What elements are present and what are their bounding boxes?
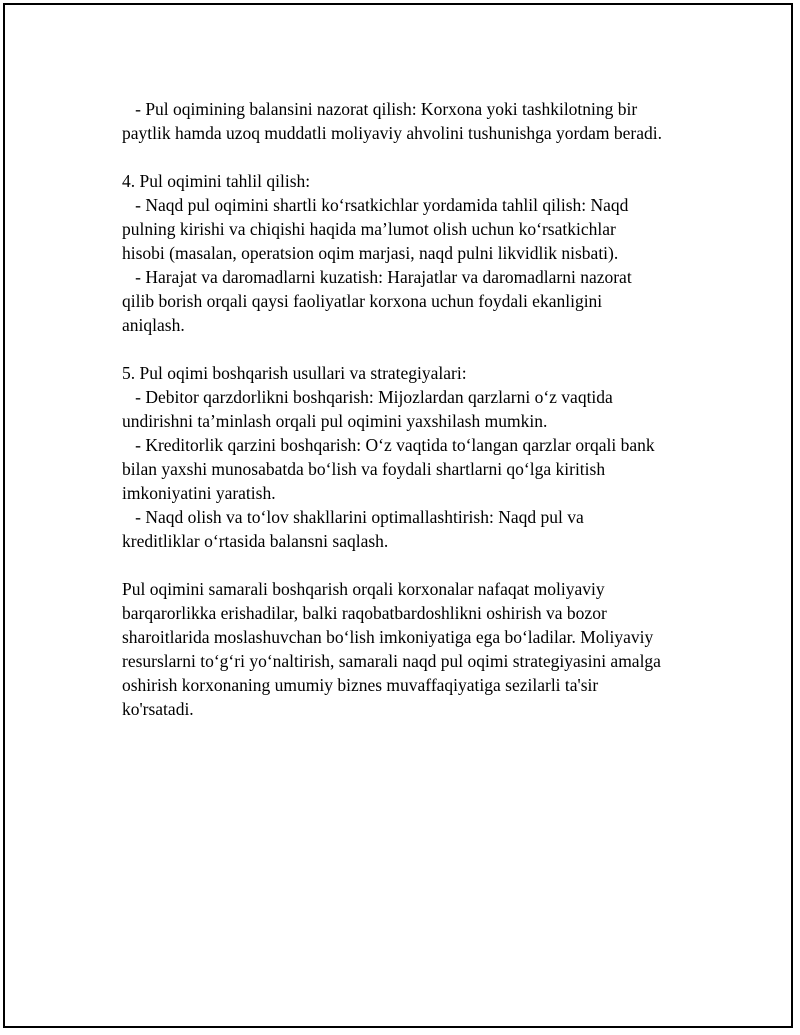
page-frame (3, 3, 793, 1028)
paragraph-spacer (122, 145, 712, 169)
section-5-line: undirishni ta’minlash orqali pul oqimini yaxshilash mumkin. (122, 411, 548, 431)
section-4-line: qilib borish orqali qaysi faoliyatlar korxona uchun foydali ekanligini (122, 291, 603, 311)
conclusion-line: oshirish korxonaning umumiy biznes muvaffaqiyatiga sezilarli ta'sir (122, 675, 599, 695)
section-4-heading: 4. Pul oqimini tahlil qilish: (122, 171, 311, 191)
section-5-line: bilan yaxshi munosabatda bo‘lish va foydali shartlarni qo‘lga kiritish (122, 459, 606, 479)
section-4-line: pulning kirishi va chiqishi haqida ma’lumot olish uchun ko‘rsatkichlar (122, 219, 616, 239)
section-5-line: kreditliklar o‘rtasida balansni saqlash. (122, 531, 389, 551)
document-body (122, 97, 712, 721)
section-4-line: - Harajat va daromadlarni kuzatish: Harajatlar va daromadlarni nazorat (122, 267, 632, 287)
paragraph-spacer (122, 337, 712, 361)
section-5-line: - Debitor qarzdorlikni boshqarish: Mijozlardan qarzlarni o‘z vaqtida (122, 387, 613, 407)
conclusion-line: resurslarni to‘g‘ri yo‘naltirish, samarali naqd pul oqimi strategiyasini amalga (122, 651, 661, 671)
section-5-line: - Naqd olish va to‘lov shakllarini optimallashtirish: Naqd pul va (122, 507, 584, 527)
section-5-line: imkoniyatini yaratish. (122, 483, 276, 503)
conclusion-line: barqarorlikka erishadilar, balki raqobatbardoshlikni oshirish va bozor (122, 603, 607, 623)
section-4-line: aniqlash. (122, 315, 185, 335)
conclusion-line: sharoitlarida moslashuvchan bo‘lish imkoniyatiga ega bo‘ladilar. Moliyaviy (122, 627, 654, 647)
section-5-heading: 5. Pul oqimi boshqarish usullari va strategiyalari: (122, 363, 467, 383)
paragraph-line: - Pul oqimining balansini nazorat qilish: Korxona yoki tashkilotning bir (122, 99, 638, 119)
section-5-line: - Kreditorlik qarzini boshqarish: O‘z vaqtida to‘langan qarzlar orqali bank (122, 435, 655, 455)
conclusion-line: Pul oqimini samarali boshqarish orqali korxonalar nafaqat moliyaviy (122, 579, 605, 599)
section-4-line: - Naqd pul oqimini shartli ko‘rsatkichlar yordamida tahlil qilish: Naqd (122, 195, 629, 215)
paragraph-spacer (122, 553, 712, 577)
paragraph-line: paytlik hamda uzoq muddatli moliyaviy ahvolini tushunishga yordam beradi. (122, 123, 662, 143)
conclusion-line: ko'rsatadi. (122, 699, 194, 719)
section-4-line: hisobi (masalan, operatsion oqim marjasi, naqd pulni likvidlik nisbati). (122, 243, 619, 263)
